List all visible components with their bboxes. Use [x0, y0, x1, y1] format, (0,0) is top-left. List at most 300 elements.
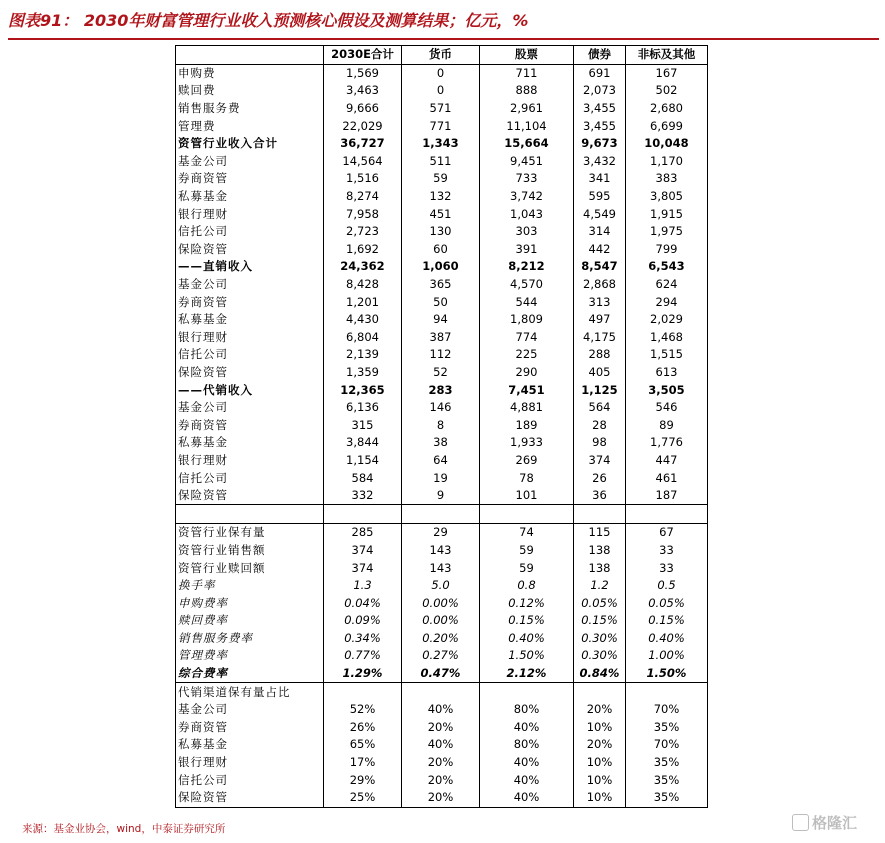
table-row — [176, 135, 708, 153]
value-cell: 9,673 — [574, 135, 626, 153]
value-cell: 60 — [402, 241, 480, 259]
value-cell: 383 — [626, 170, 708, 188]
row-label: 综合费率 — [176, 665, 324, 683]
table-row — [176, 469, 708, 487]
value-cell: 2,139 — [324, 346, 402, 364]
header-cell: 非标及其他 — [626, 46, 708, 65]
value-cell: 20% — [402, 789, 480, 807]
value-cell: 1,201 — [324, 293, 402, 311]
value-cell: 571 — [402, 100, 480, 118]
value-cell: 1,975 — [626, 223, 708, 241]
value-cell: 374 — [324, 559, 402, 577]
row-label: 保险资管 — [176, 487, 324, 505]
value-cell: 3,844 — [324, 434, 402, 452]
value-cell: 80% — [480, 736, 574, 754]
value-cell: 8,428 — [324, 276, 402, 294]
value-cell: 2,073 — [574, 82, 626, 100]
value-cell — [626, 505, 708, 524]
value-cell: 10% — [574, 719, 626, 737]
value-cell: 2,029 — [626, 311, 708, 329]
value-cell: 0 — [402, 82, 480, 100]
table-row — [176, 416, 708, 434]
table-row — [176, 223, 708, 241]
row-label: 信托公司 — [176, 771, 324, 789]
value-cell: 35% — [626, 789, 708, 807]
row-label: 银行理财 — [176, 452, 324, 470]
value-cell: 35% — [626, 719, 708, 737]
value-cell: 0.09% — [324, 612, 402, 630]
row-label: 销售服务费率 — [176, 630, 324, 648]
row-label: 基金公司 — [176, 153, 324, 171]
value-cell — [480, 505, 574, 524]
value-cell: 3,742 — [480, 188, 574, 206]
row-label: 资管行业收入合计 — [176, 135, 324, 153]
value-cell: 10% — [574, 754, 626, 772]
figure-title: 图表91： 2030年财富管理行业收入预测核心假设及测算结果；亿元，% — [8, 11, 529, 30]
value-cell: 0.27% — [402, 647, 480, 665]
table-row — [176, 293, 708, 311]
value-cell: 14,564 — [324, 153, 402, 171]
value-cell: 1,125 — [574, 381, 626, 399]
value-cell: 285 — [324, 524, 402, 542]
value-cell: 1,692 — [324, 241, 402, 259]
row-label: 申购费率 — [176, 594, 324, 612]
table-row — [176, 434, 708, 452]
table-row — [176, 647, 708, 665]
table-row — [176, 542, 708, 560]
row-label: 资管行业保有量 — [176, 524, 324, 542]
table-row — [176, 329, 708, 347]
value-cell: 0.15% — [480, 612, 574, 630]
table-row — [176, 364, 708, 382]
value-cell: 0.40% — [626, 630, 708, 648]
table-row — [176, 559, 708, 577]
value-cell: 4,881 — [480, 399, 574, 417]
value-cell: 584 — [324, 469, 402, 487]
value-cell: 0.77% — [324, 647, 402, 665]
value-cell: 3,463 — [324, 82, 402, 100]
table-row — [176, 719, 708, 737]
value-cell: 36,727 — [324, 135, 402, 153]
value-cell: 20% — [402, 719, 480, 737]
table-row — [176, 82, 708, 100]
value-cell: 2,723 — [324, 223, 402, 241]
value-cell: 8,274 — [324, 188, 402, 206]
value-cell: 98 — [574, 434, 626, 452]
row-label: 申购费 — [176, 64, 324, 82]
value-cell: 0.12% — [480, 594, 574, 612]
value-cell: 12,365 — [324, 381, 402, 399]
value-cell: 70% — [626, 701, 708, 719]
value-cell: 146 — [402, 399, 480, 417]
value-cell: 2,680 — [626, 100, 708, 118]
table-row — [176, 771, 708, 789]
value-cell: 374 — [574, 452, 626, 470]
table-row — [176, 399, 708, 417]
value-cell: 143 — [402, 542, 480, 560]
value-cell: 1.29% — [324, 665, 402, 683]
value-cell: 0.40% — [480, 630, 574, 648]
value-cell: 733 — [480, 170, 574, 188]
value-cell: 20% — [574, 736, 626, 754]
value-cell: 288 — [574, 346, 626, 364]
value-cell: 138 — [574, 559, 626, 577]
value-cell: 26% — [324, 719, 402, 737]
value-cell: 294 — [626, 293, 708, 311]
value-cell: 19 — [402, 469, 480, 487]
value-cell: 497 — [574, 311, 626, 329]
value-cell: 0.05% — [626, 594, 708, 612]
value-cell: 3,455 — [574, 117, 626, 135]
value-cell: 50 — [402, 293, 480, 311]
row-label: 赎回费率 — [176, 612, 324, 630]
value-cell: 38 — [402, 434, 480, 452]
value-cell: 4,175 — [574, 329, 626, 347]
value-cell: 4,430 — [324, 311, 402, 329]
value-cell: 799 — [626, 241, 708, 259]
value-cell: 52% — [324, 701, 402, 719]
table-row — [176, 241, 708, 259]
value-cell: 59 — [480, 559, 574, 577]
value-cell: 2,961 — [480, 100, 574, 118]
value-cell: 40% — [402, 701, 480, 719]
header-cell: 2030E合计 — [324, 46, 402, 65]
row-label: 保险资管 — [176, 241, 324, 259]
header-cell: 股票 — [480, 46, 574, 65]
value-cell: 6,543 — [626, 258, 708, 276]
table-row — [176, 117, 708, 135]
value-cell: 0.5 — [626, 577, 708, 595]
row-label: 代销渠道保有量占比 — [176, 683, 324, 701]
value-cell: 1.00% — [626, 647, 708, 665]
value-cell: 1,359 — [324, 364, 402, 382]
value-cell — [626, 683, 708, 701]
row-label: 管理费率 — [176, 647, 324, 665]
value-cell: 33 — [626, 542, 708, 560]
value-cell: 1,915 — [626, 205, 708, 223]
value-cell: 283 — [402, 381, 480, 399]
value-cell: 65% — [324, 736, 402, 754]
table-row — [176, 701, 708, 719]
row-label: ——直销收入 — [176, 258, 324, 276]
value-cell: 0.00% — [402, 594, 480, 612]
value-cell: 29% — [324, 771, 402, 789]
row-label: 私募基金 — [176, 736, 324, 754]
value-cell — [402, 505, 480, 524]
header-cell: 货币 — [402, 46, 480, 65]
value-cell — [574, 505, 626, 524]
row-label: 私募基金 — [176, 188, 324, 206]
value-cell: 80% — [480, 701, 574, 719]
value-cell: 0.47% — [402, 665, 480, 683]
value-cell: 1.2 — [574, 577, 626, 595]
value-cell: 3,805 — [626, 188, 708, 206]
data-table — [175, 45, 708, 808]
value-cell: 20% — [402, 754, 480, 772]
value-cell: 624 — [626, 276, 708, 294]
value-cell: 405 — [574, 364, 626, 382]
value-cell: 0.34% — [324, 630, 402, 648]
table-row — [176, 612, 708, 630]
table-row — [176, 577, 708, 595]
logo-icon — [792, 814, 809, 831]
value-cell: 451 — [402, 205, 480, 223]
row-label: 基金公司 — [176, 276, 324, 294]
value-cell: 74 — [480, 524, 574, 542]
value-cell: 67 — [626, 524, 708, 542]
table-row — [176, 524, 708, 542]
value-cell: 36 — [574, 487, 626, 505]
value-cell: 7,451 — [480, 381, 574, 399]
value-cell: 8 — [402, 416, 480, 434]
table-row — [176, 311, 708, 329]
value-cell: 0.04% — [324, 594, 402, 612]
value-cell: 26 — [574, 469, 626, 487]
value-cell: 78 — [480, 469, 574, 487]
row-label: ——代销收入 — [176, 381, 324, 399]
value-cell: 0.20% — [402, 630, 480, 648]
value-cell: 15,664 — [480, 135, 574, 153]
row-label: 银行理财 — [176, 205, 324, 223]
value-cell: 25% — [324, 789, 402, 807]
value-cell: 7,958 — [324, 205, 402, 223]
table-row — [176, 630, 708, 648]
value-cell: 888 — [480, 82, 574, 100]
table-row — [176, 170, 708, 188]
table-row — [176, 683, 708, 701]
value-cell: 59 — [480, 542, 574, 560]
value-cell: 1,343 — [402, 135, 480, 153]
value-cell: 2,868 — [574, 276, 626, 294]
value-cell: 35% — [626, 771, 708, 789]
value-cell: 1,933 — [480, 434, 574, 452]
table-row — [176, 487, 708, 505]
value-cell: 24,362 — [324, 258, 402, 276]
value-cell: 313 — [574, 293, 626, 311]
value-cell: 0.8 — [480, 577, 574, 595]
value-cell: 138 — [574, 542, 626, 560]
row-label: 信托公司 — [176, 469, 324, 487]
value-cell: 40% — [402, 736, 480, 754]
value-cell: 595 — [574, 188, 626, 206]
value-cell: 130 — [402, 223, 480, 241]
value-cell: 5.0 — [402, 577, 480, 595]
header-cell-label — [176, 46, 324, 65]
row-label: 换手率 — [176, 577, 324, 595]
value-cell: 143 — [402, 559, 480, 577]
value-cell: 40% — [480, 771, 574, 789]
value-cell: 1,060 — [402, 258, 480, 276]
value-cell: 290 — [480, 364, 574, 382]
value-cell: 6,804 — [324, 329, 402, 347]
value-cell: 269 — [480, 452, 574, 470]
value-cell: 1,043 — [480, 205, 574, 223]
value-cell: 112 — [402, 346, 480, 364]
source-note: 来源：基金业协会，wind，中泰证券研究所 — [22, 823, 226, 835]
value-cell: 391 — [480, 241, 574, 259]
value-cell: 4,549 — [574, 205, 626, 223]
value-cell — [574, 683, 626, 701]
header-cell: 债券 — [574, 46, 626, 65]
value-cell: 101 — [480, 487, 574, 505]
value-cell: 40% — [480, 719, 574, 737]
value-cell: 6,136 — [324, 399, 402, 417]
value-cell: 1,170 — [626, 153, 708, 171]
value-cell: 1.3 — [324, 577, 402, 595]
row-label: 保险资管 — [176, 789, 324, 807]
row-label: 银行理财 — [176, 329, 324, 347]
value-cell: 115 — [574, 524, 626, 542]
table-row — [176, 276, 708, 294]
value-cell — [324, 505, 402, 524]
row-label: 管理费 — [176, 117, 324, 135]
value-cell: 2.12% — [480, 665, 574, 683]
value-cell: 10,048 — [626, 135, 708, 153]
value-cell: 1,468 — [626, 329, 708, 347]
table-row — [176, 665, 708, 683]
value-cell: 9,666 — [324, 100, 402, 118]
table-row — [176, 789, 708, 807]
value-cell: 303 — [480, 223, 574, 241]
value-cell: 1,809 — [480, 311, 574, 329]
value-cell: 10% — [574, 771, 626, 789]
table-row — [176, 64, 708, 82]
table-row — [176, 594, 708, 612]
value-cell: 1.50% — [480, 647, 574, 665]
value-cell: 502 — [626, 82, 708, 100]
value-cell: 314 — [574, 223, 626, 241]
table-row — [176, 205, 708, 223]
value-cell: 11,104 — [480, 117, 574, 135]
value-cell: 40% — [480, 754, 574, 772]
value-cell — [480, 683, 574, 701]
value-cell: 771 — [402, 117, 480, 135]
value-cell: 315 — [324, 416, 402, 434]
value-cell: 774 — [480, 329, 574, 347]
table-row — [176, 258, 708, 276]
value-cell: 1,569 — [324, 64, 402, 82]
value-cell: 546 — [626, 399, 708, 417]
row-label: 券商资管 — [176, 170, 324, 188]
value-cell: 442 — [574, 241, 626, 259]
value-cell: 10% — [574, 789, 626, 807]
row-label: 券商资管 — [176, 293, 324, 311]
value-cell: 187 — [626, 487, 708, 505]
row-label — [176, 505, 324, 524]
value-cell: 225 — [480, 346, 574, 364]
value-cell: 387 — [402, 329, 480, 347]
value-cell: 20% — [574, 701, 626, 719]
row-label: 信托公司 — [176, 346, 324, 364]
value-cell: 0.30% — [574, 647, 626, 665]
row-label: 资管行业销售额 — [176, 542, 324, 560]
value-cell: 70% — [626, 736, 708, 754]
row-label: 资管行业赎回额 — [176, 559, 324, 577]
value-cell: 94 — [402, 311, 480, 329]
value-cell: 189 — [480, 416, 574, 434]
value-cell: 59 — [402, 170, 480, 188]
table-header-row — [176, 46, 708, 65]
row-label: 信托公司 — [176, 223, 324, 241]
value-cell: 0.05% — [574, 594, 626, 612]
table-row — [176, 188, 708, 206]
table-row — [176, 736, 708, 754]
value-cell: 35% — [626, 754, 708, 772]
row-label: 券商资管 — [176, 416, 324, 434]
watermark-logo — [792, 812, 857, 833]
value-cell: 1,776 — [626, 434, 708, 452]
row-label: 基金公司 — [176, 399, 324, 417]
value-cell: 3,455 — [574, 100, 626, 118]
value-cell: 0.30% — [574, 630, 626, 648]
value-cell: 17% — [324, 754, 402, 772]
value-cell: 341 — [574, 170, 626, 188]
value-cell: 4,570 — [480, 276, 574, 294]
row-label: 销售服务费 — [176, 100, 324, 118]
value-cell: 511 — [402, 153, 480, 171]
value-cell: 1,515 — [626, 346, 708, 364]
value-cell: 1,516 — [324, 170, 402, 188]
value-cell: 9 — [402, 487, 480, 505]
value-cell: 1.50% — [626, 665, 708, 683]
table-row — [176, 505, 708, 524]
row-label: 券商资管 — [176, 719, 324, 737]
value-cell: 711 — [480, 64, 574, 82]
table-row — [176, 754, 708, 772]
value-cell: 0.84% — [574, 665, 626, 683]
value-cell: 0.15% — [574, 612, 626, 630]
value-cell: 20% — [402, 771, 480, 789]
value-cell: 374 — [324, 542, 402, 560]
value-cell: 461 — [626, 469, 708, 487]
value-cell: 22,029 — [324, 117, 402, 135]
value-cell: 33 — [626, 559, 708, 577]
row-label: 私募基金 — [176, 434, 324, 452]
value-cell: 132 — [402, 188, 480, 206]
value-cell: 613 — [626, 364, 708, 382]
value-cell: 691 — [574, 64, 626, 82]
value-cell: 0.00% — [402, 612, 480, 630]
value-cell: 0 — [402, 64, 480, 82]
figure-title-bar — [8, 6, 879, 40]
value-cell: 8,212 — [480, 258, 574, 276]
table-row — [176, 452, 708, 470]
value-cell: 544 — [480, 293, 574, 311]
value-cell: 52 — [402, 364, 480, 382]
table-row — [176, 153, 708, 171]
row-label: 保险资管 — [176, 364, 324, 382]
table-row — [176, 346, 708, 364]
value-cell: 8,547 — [574, 258, 626, 276]
value-cell: 29 — [402, 524, 480, 542]
value-cell: 89 — [626, 416, 708, 434]
value-cell: 40% — [480, 789, 574, 807]
row-label: 基金公司 — [176, 701, 324, 719]
watermark-text: 格隆汇 — [812, 814, 858, 832]
value-cell: 1,154 — [324, 452, 402, 470]
value-cell: 3,505 — [626, 381, 708, 399]
row-label: 银行理财 — [176, 754, 324, 772]
value-cell: 167 — [626, 64, 708, 82]
value-cell: 28 — [574, 416, 626, 434]
row-label: 赎回费 — [176, 82, 324, 100]
value-cell: 9,451 — [480, 153, 574, 171]
row-label: 私募基金 — [176, 311, 324, 329]
value-cell: 6,699 — [626, 117, 708, 135]
value-cell — [402, 683, 480, 701]
table-row — [176, 100, 708, 118]
value-cell: 64 — [402, 452, 480, 470]
